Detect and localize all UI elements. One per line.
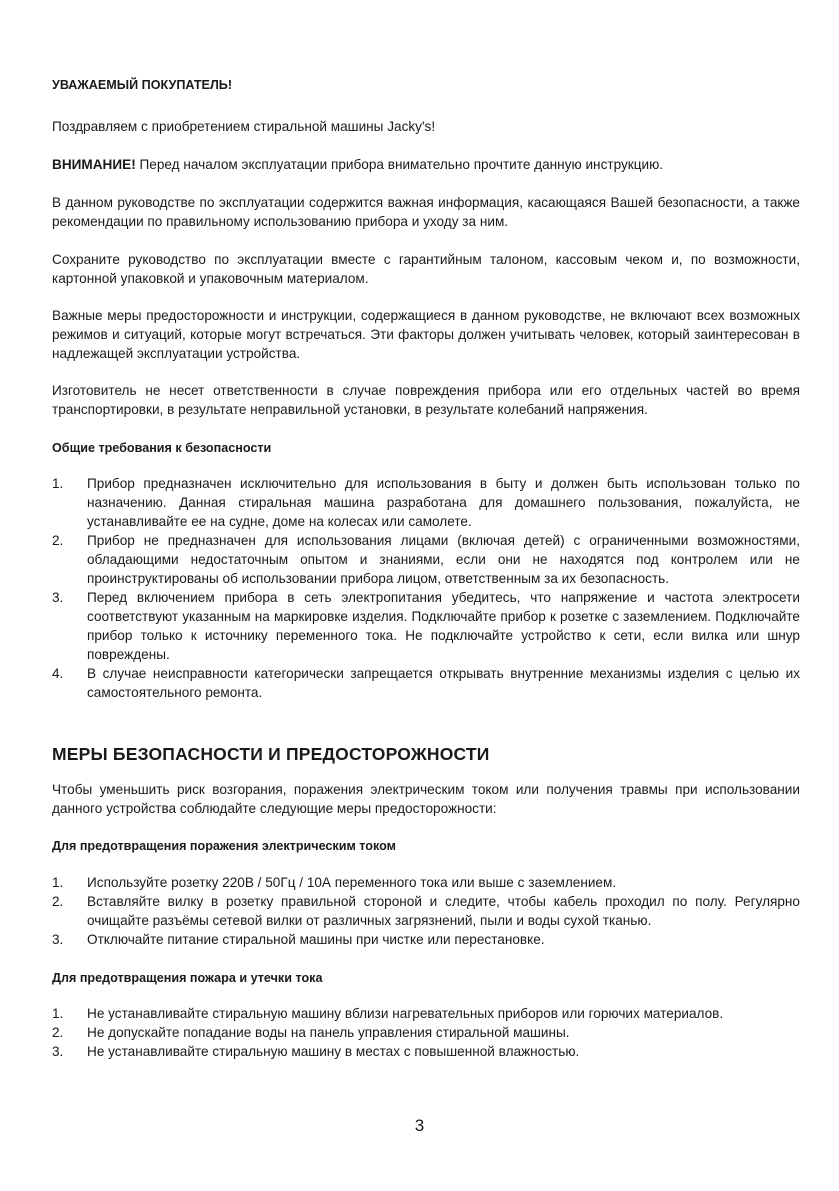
general-requirements-list bbox=[52, 474, 800, 702]
list-item bbox=[52, 588, 800, 664]
congrats-text: Поздравляем с приобретением стиральной машины Jacky's! bbox=[52, 119, 436, 134]
list-item bbox=[52, 474, 800, 531]
greeting-heading: УВАЖАЕМЫЙ ПОКУПАТЕЛЬ! bbox=[52, 78, 233, 92]
list-text: Не допускайте попадание воды на панель управления стиральной машины. bbox=[87, 1025, 570, 1040]
list-text: Используйте розетку 220В / 50Гц / 10А переменного тока или выше с заземлением. bbox=[87, 875, 617, 890]
electric-shock-list bbox=[52, 873, 800, 949]
list-number: 2. bbox=[52, 894, 64, 909]
list-number: 2. bbox=[52, 1025, 64, 1040]
list-text: Прибор предназначен исключительно для использования в быту и должен быть использован только по назначению. Данная стиральная машина разработана для домашнего пользования, пожалуйста, не устанавливайте ее на судне, доме на колесах или самолете. bbox=[87, 476, 800, 529]
list-number: 3. bbox=[52, 932, 64, 947]
attention-text: Перед началом эксплуатации прибора внимательно прочтите данную инструкцию. bbox=[135, 157, 664, 172]
general-requirements-heading: Общие требования к безопасности bbox=[52, 441, 272, 455]
safety-intro: Чтобы уменьшить риск возгорания, поражения электрическим током или получения травмы при использовании данного устройства соблюдайте следующие меры предосторожности: bbox=[52, 782, 800, 816]
intro-paragraph: Сохраните руководство по эксплуатации вместе с гарантийным талоном, кассовым чеком и, по возможности, картонной упаковкой и упаковочным материалом. bbox=[52, 252, 800, 286]
list-text: Вставляйте вилку в розетку правильной стороной и следите, чтобы кабель проходил по полу. Регулярно очищайте разъёмы сетевой вилки от различных загрязнений, пыли и воды сухой тканью. bbox=[87, 894, 800, 928]
intro-paragraph: Важные меры предосторожности и инструкции, содержащиеся в данном руководстве, не включают всех возможных режимов и ситуаций, которые могут встречаться. Эти факторы должен учитывать человек, который заинтересован в надлежащей эксплуатации устройства. bbox=[52, 308, 800, 361]
list-item bbox=[52, 930, 800, 949]
list-number: 1. bbox=[52, 875, 64, 890]
electric-shock-heading: Для предотвращения поражения электрическим током bbox=[52, 839, 396, 853]
intro-paragraph: В данном руководстве по эксплуатации содержится важная информация, касающаяся Вашей безопасности, а также рекомендации по правильному использованию прибора и уходу за ним. bbox=[52, 195, 800, 229]
list-item bbox=[52, 531, 800, 588]
list-text: В случае неисправности категорически запрещается открывать внутренние механизмы изделия с целью их самостоятельного ремонта. bbox=[87, 666, 800, 700]
attention-label: ВНИМАНИЕ! bbox=[52, 157, 136, 172]
list-text: Не устанавливайте стиральную машину вблизи нагревательных приборов или горючих материалов. bbox=[87, 1006, 724, 1021]
list-text: Не устанавливайте стиральную машину в местах с повышенной влажностью. bbox=[87, 1044, 580, 1059]
list-number: 1. bbox=[52, 476, 64, 491]
list-text: Прибор не предназначен для использования лицами (включая детей) с ограниченными возможностями, обладающими недостаточным опытом и знаниями, если они не находятся под контролем или не проинструктированы об использовании прибора лицом, ответственным за их безопасность. bbox=[87, 533, 800, 586]
list-number: 1. bbox=[52, 1006, 64, 1021]
fire-prevention-list bbox=[52, 1004, 800, 1061]
list-number: 4. bbox=[52, 666, 64, 681]
page-number: 3 bbox=[414, 1116, 425, 1135]
list-item bbox=[52, 892, 800, 930]
list-item bbox=[52, 1042, 800, 1061]
attention-paragraph bbox=[52, 155, 800, 174]
fire-prevention-heading: Для предотвращения пожара и утечки тока bbox=[52, 971, 323, 985]
list-text: Отключайте питание стиральной машины при чистке или перестановке. bbox=[87, 932, 545, 947]
list-item bbox=[52, 664, 800, 702]
list-item bbox=[52, 1023, 800, 1042]
intro-paragraph: Изготовитель не несет ответственности в случае повреждения прибора или его отдельных частей во время транспортировки, в результате неправильной установки, в результате колебаний напряжения. bbox=[52, 383, 800, 417]
list-number: 3. bbox=[52, 1044, 64, 1059]
list-text: Перед включением прибора в сеть электропитания убедитесь, что напряжение и частота электросети соответствуют указанным на маркировке изделия. Подключайте прибор к розетке с заземлением. Подключайте прибор только к источнику переменного тока. Не подключайте устройство к сети, если вилка или шнур повреждены. bbox=[87, 590, 800, 662]
list-number: 3. bbox=[52, 590, 64, 605]
list-item bbox=[52, 1004, 800, 1023]
safety-heading: МЕРЫ БЕЗОПАСНОСТИ И ПРЕДОСТОРОЖНОСТИ bbox=[52, 744, 490, 764]
list-item bbox=[52, 873, 800, 892]
list-number: 2. bbox=[52, 533, 64, 548]
